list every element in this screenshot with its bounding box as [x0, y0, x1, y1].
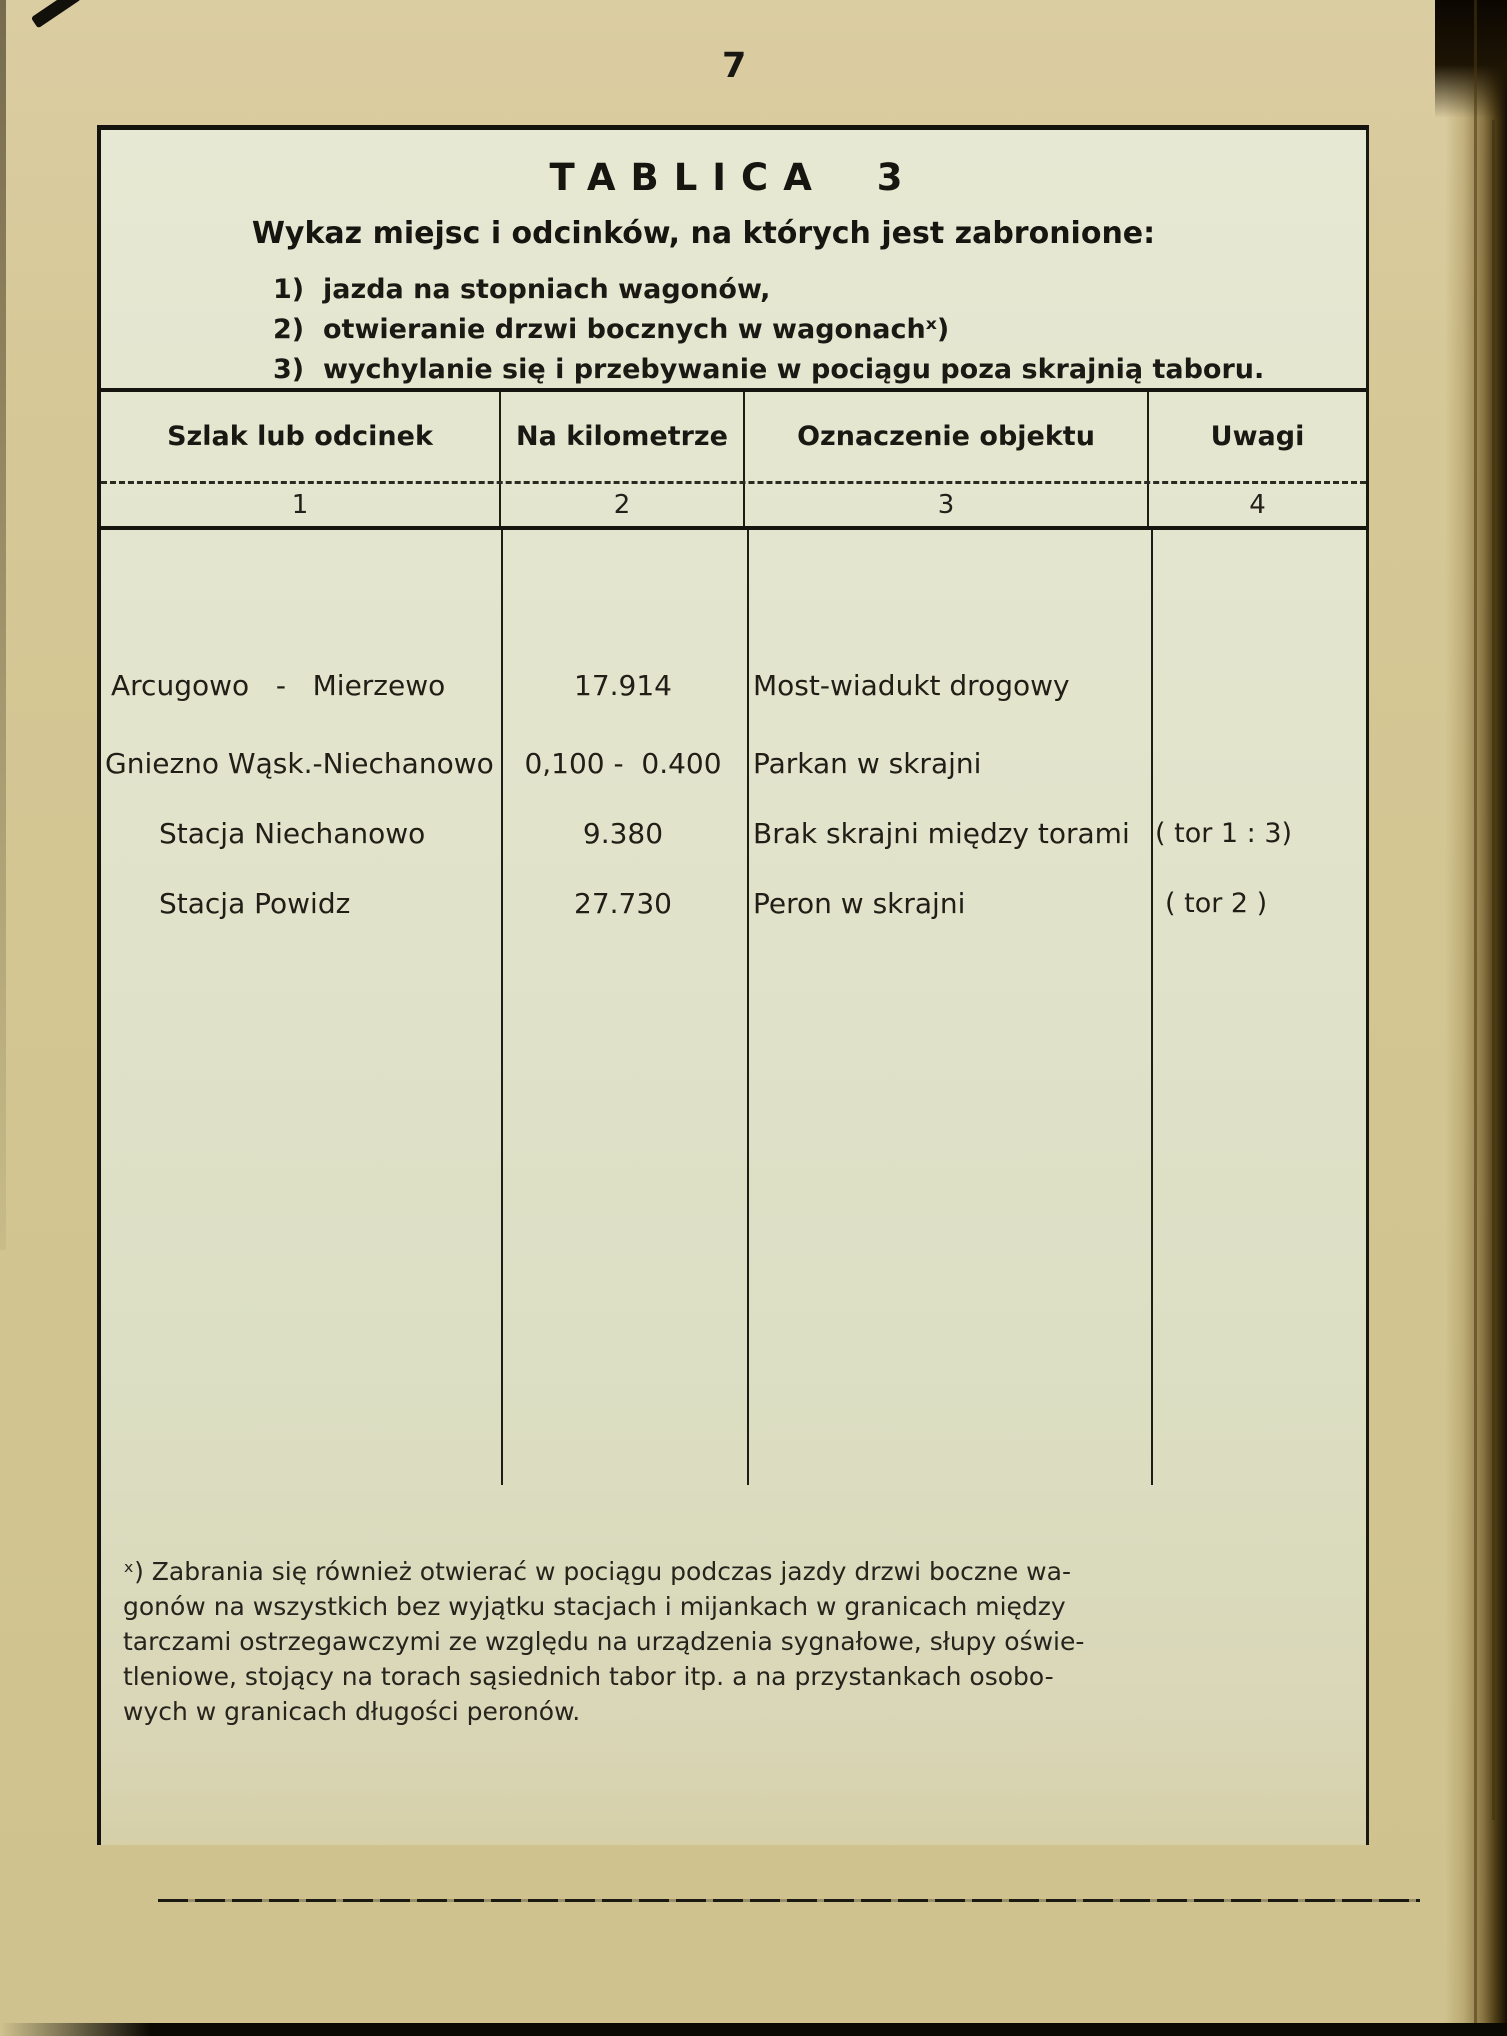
- table-row: [101, 736, 1366, 790]
- scan-bottom-edge: [0, 2023, 1507, 2036]
- table-row: [101, 806, 1366, 860]
- cell-oznaczenie: Most-wiadukt drogowy: [753, 668, 1070, 702]
- table-row: [101, 658, 1366, 712]
- ink-mark: [31, 0, 81, 28]
- table-column-numbers-row: [101, 484, 1366, 530]
- cell-uwagi: ( tor 2 ): [1165, 887, 1268, 919]
- binding-crease-line: [1474, 0, 1477, 2036]
- table-header-row: [101, 388, 1366, 484]
- title-block: [101, 130, 1366, 388]
- cell-szlak: Stacja Niechanowo: [159, 816, 426, 850]
- cell-kilometr: 0,100 - 0.400: [524, 746, 722, 780]
- list-item-number: 2): [273, 314, 305, 345]
- page-number: 7: [722, 46, 747, 86]
- list-item: [273, 350, 1264, 390]
- binding-crease-line: [1492, 120, 1495, 1820]
- footnote-line: tarczami ostrzegawczymi ze względu na urządzenia sygnałowe, słupy oświe-: [123, 1627, 1085, 1656]
- cell-szlak: Arcugowo - Mierzewo: [111, 668, 446, 702]
- footnote-line: gonów na wszystkich bez wyjątku stacjach i mijankach w granicach między: [123, 1592, 1066, 1621]
- cell-oznaczenie: Parkan w skrajni: [753, 746, 982, 780]
- footnote-line: wych w granicach długości peronów.: [123, 1697, 581, 1726]
- column-header-uwagi: Uwagi: [1210, 421, 1305, 452]
- column-number: 4: [1249, 490, 1266, 520]
- column-number: 2: [501, 484, 745, 526]
- cell-szlak: Stacja Powidz: [159, 886, 351, 920]
- column-header-oznaczenie: Oznaczenie objektu: [745, 392, 1149, 481]
- document-title: TABLICA 3: [549, 156, 918, 199]
- column-number: 3: [745, 484, 1149, 526]
- column-header-szlak: Szlak lub odcinek: [101, 392, 501, 481]
- cell-kilometr: 9.380: [582, 816, 664, 850]
- cell-kilometr: 27.730: [574, 886, 672, 920]
- cell-szlak: Gniezno Wąsk.-Niechanowo: [105, 746, 494, 780]
- table-body: [101, 530, 1366, 1485]
- binding-top-dark-edge: [1435, 0, 1507, 118]
- column-header-kilometr: Na kilometrze: [501, 392, 745, 481]
- footnote-line: tleniowe, stojący na torach sąsiednich tabor itp. a na przystankach osobo-: [123, 1662, 1054, 1691]
- list-item-number: 3): [273, 354, 305, 385]
- list-item-text: wychylanie się i przebywanie w pociągu poza skrajnią taboru.: [323, 354, 1265, 385]
- list-item: [273, 270, 1264, 310]
- list-item-text: otwieranie drzwi bocznych w wagonachˣ): [323, 314, 950, 345]
- cell-kilometr: 17.914: [574, 668, 672, 702]
- cell-oznaczenie: Brak skrajni między torami: [753, 816, 1130, 850]
- footnote: [123, 1554, 1328, 1729]
- prohibition-list: [273, 270, 1264, 390]
- cell-uwagi: ( tor 1 : 3): [1155, 817, 1293, 849]
- column-number: 1: [101, 484, 501, 526]
- table-row: [101, 876, 1366, 930]
- document-subtitle: Wykaz miejsc i odcinków, na których jest zabronione:: [251, 216, 1156, 251]
- list-item-text: jazda na stopniach wagonów,: [323, 274, 771, 305]
- cell-oznaczenie: Peron w skrajni: [753, 886, 966, 920]
- table-frame: [97, 125, 1369, 1845]
- bottom-horizontal-rule: [158, 1899, 1420, 1902]
- scan-left-edge: [0, 0, 6, 1250]
- list-item: [273, 310, 1264, 350]
- footnote-line: ˣ) Zabrania się również otwierać w pociągu podczas jazdy drzwi boczne wa-: [123, 1557, 1071, 1586]
- list-item-number: 1): [273, 274, 305, 305]
